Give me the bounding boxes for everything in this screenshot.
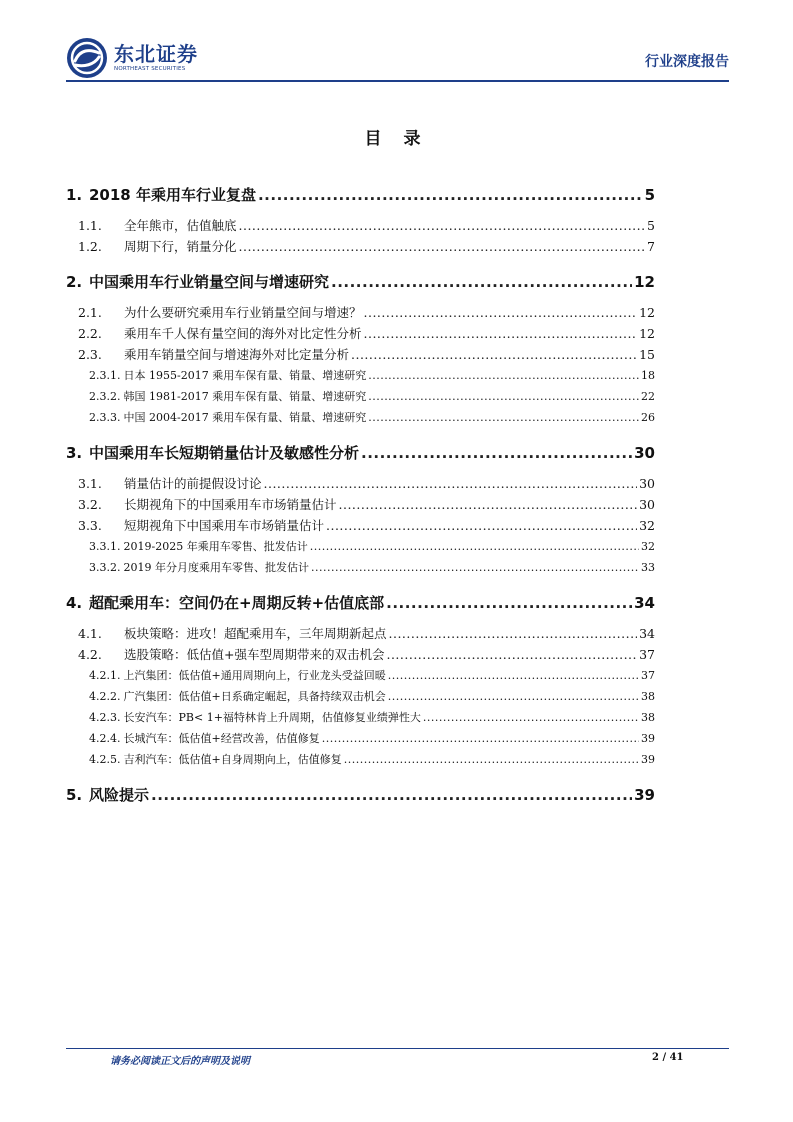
toc-entry-number: 2.3.1. <box>89 369 121 382</box>
logo-cn: 东北证券 <box>114 42 198 66</box>
toc-entry-page: 26 <box>641 411 655 424</box>
toc-entry-level-1[interactable] <box>66 183 655 207</box>
toc-entry-number: 3.2. <box>78 497 102 512</box>
toc-entry-label: 广汽集团：低估值+日系确定崛起，具备持续双击机会 <box>123 690 386 703</box>
toc-leader-dots <box>239 236 646 257</box>
toc-entry-number: 4.2.3. <box>89 711 121 724</box>
footer-disclaimer: 请务必阅读正文后的声明及说明 <box>110 1056 250 1067</box>
toc-leader-dots <box>364 302 638 323</box>
toc-entry-level-3[interactable] <box>66 557 655 578</box>
toc-entry-label: 吉利汽车：低估值+自身周期向上，估值修复 <box>123 753 342 766</box>
toc-entry-level-2[interactable] <box>66 494 655 515</box>
toc-entry-level-3[interactable] <box>66 686 655 707</box>
toc-entry-page: 30 <box>639 497 655 512</box>
toc-leader-dots <box>364 323 638 344</box>
toc-entry-label: 长安汽车：PB< 1+福特林肯上升周期，估值修复业绩弹性大 <box>123 711 421 724</box>
toc-entry-level-3[interactable] <box>66 536 655 557</box>
toc-entry-label: 全年熊市，估值触底 <box>124 218 237 233</box>
report-type: 行业深度报告 <box>645 54 729 70</box>
toc-entry-page: 30 <box>634 444 655 462</box>
toc-entry-number: 2. <box>66 273 83 291</box>
toc-entry-page: 7 <box>647 239 655 254</box>
toc-entry-page: 38 <box>641 711 655 724</box>
toc-entry-label: 2019 年分月度乘用车零售、批发估计 <box>123 561 309 574</box>
toc-entry-page: 12 <box>639 305 655 320</box>
toc-entry-label: 中国乘用车长短期销量估计及敏感性分析 <box>89 444 360 462</box>
toc-entry-page: 32 <box>641 540 655 553</box>
toc-leader-dots <box>326 515 637 536</box>
page-header <box>66 34 729 82</box>
toc-entry-number: 4.1. <box>78 626 102 641</box>
toc-entry-level-2[interactable] <box>66 215 655 236</box>
toc-entry-level-3[interactable] <box>66 386 655 407</box>
toc-leader-dots <box>339 494 638 515</box>
toc-entry-page: 38 <box>641 690 655 703</box>
toc-entry-number: 2.1. <box>78 305 102 320</box>
toc-entry-page: 37 <box>641 669 655 682</box>
toc-entry-page: 12 <box>639 326 655 341</box>
toc-entry-label: 短期视角下中国乘用车市场销量估计 <box>124 518 325 533</box>
toc-entry-number: 2.3. <box>78 347 102 362</box>
toc-entry-number: 4.2.1. <box>89 669 121 682</box>
toc-entry-label: 为什么要研究乘用车行业销量空间与增速？ <box>124 305 362 320</box>
toc-leader-dots <box>311 557 639 578</box>
logo-text <box>114 43 198 73</box>
toc-entry-number: 2.3.3. <box>89 411 121 424</box>
toc-entry-level-2[interactable] <box>66 515 655 536</box>
toc-leader-dots <box>388 686 639 707</box>
company-logo <box>66 37 198 79</box>
toc-entry-label: 韩国 1981-2017 乘用车保有量、销量、增速研究 <box>123 390 367 403</box>
toc-entry-page: 18 <box>641 369 655 382</box>
toc-entry-page: 34 <box>634 594 655 612</box>
toc-leader-dots <box>368 407 639 428</box>
toc-entry-level-3[interactable] <box>66 407 655 428</box>
toc-entry-number: 4. <box>66 594 83 612</box>
toc-entry-number: 2.3.2. <box>89 390 121 403</box>
toc-leader-dots <box>258 183 643 207</box>
toc-entry-page: 37 <box>639 647 655 662</box>
toc-entry-level-1[interactable] <box>66 270 655 294</box>
toc-entry-page: 5 <box>647 218 655 233</box>
toc-entry-number: 5. <box>66 786 83 804</box>
toc-entry-level-3[interactable] <box>66 749 655 770</box>
toc-entry-level-2[interactable] <box>66 302 655 323</box>
toc-entry-label: 中国乘用车行业销量空间与增速研究 <box>89 273 330 291</box>
toc-entry-number: 4.2. <box>78 647 102 662</box>
page-number: 2 / 41 <box>652 1052 684 1063</box>
toc-entry-label: 销量估计的前提假设讨论 <box>124 476 262 491</box>
toc-entry-number: 4.2.2. <box>89 690 121 703</box>
toc-entry-number: 1. <box>66 186 83 204</box>
toc-leader-dots <box>239 215 646 236</box>
toc-entry-page: 5 <box>644 186 655 204</box>
toc-entry-number: 4.2.4. <box>89 732 121 745</box>
toc-leader-dots <box>310 536 639 557</box>
toc-entry-level-2[interactable] <box>66 344 655 365</box>
toc-entry-label: 超配乘用车：空间仍在+周期反转+估值底部 <box>89 594 385 612</box>
toc-leader-dots <box>388 665 639 686</box>
toc-entry-page: 15 <box>639 347 655 362</box>
toc-title: 目 录 <box>364 129 429 149</box>
toc-entry-page: 39 <box>641 753 655 766</box>
toc-entry-label: 中国 2004-2017 乘用车保有量、销量、增速研究 <box>123 411 367 424</box>
toc-entry-page: 30 <box>639 476 655 491</box>
footer-divider <box>66 1048 729 1049</box>
toc-entry-label: 2018 年乘用车行业复盘 <box>89 186 256 204</box>
toc-leader-dots <box>331 270 632 294</box>
toc-entry-number: 3.3. <box>78 518 102 533</box>
toc-leader-dots <box>386 591 632 615</box>
toc-entry-number: 3.1. <box>78 476 102 491</box>
toc-entry-level-3[interactable] <box>66 365 655 386</box>
toc-entry-level-1[interactable] <box>66 591 655 615</box>
table-of-contents <box>66 183 655 807</box>
toc-entry-level-2[interactable] <box>66 236 655 257</box>
toc-entry-level-3[interactable] <box>66 728 655 749</box>
toc-entry-page: 39 <box>641 732 655 745</box>
toc-entry-page: 39 <box>634 786 655 804</box>
toc-entry-number: 3.3.2. <box>89 561 121 574</box>
toc-entry-level-1[interactable] <box>66 783 655 807</box>
toc-entry-page: 32 <box>639 518 655 533</box>
toc-entry-label: 周期下行，销量分化 <box>124 239 237 254</box>
northeast-securities-logo-icon <box>66 37 108 79</box>
header-divider <box>66 80 729 82</box>
toc-entry-label: 上汽集团：低估值+通用周期向上，行业龙头受益回暖 <box>123 669 386 682</box>
toc-entry-number: 3.3.1. <box>89 540 121 553</box>
toc-leader-dots <box>389 623 638 644</box>
toc-entry-label: 长城汽车：低估值+经营改善，估值修复 <box>123 732 320 745</box>
toc-entry-page: 33 <box>641 561 655 574</box>
toc-entry-level-2[interactable] <box>66 644 655 665</box>
logo-en: NORTHEAST SECURITIES <box>114 66 186 72</box>
toc-entry-number: 3. <box>66 444 83 462</box>
toc-entry-number: 2.2. <box>78 326 102 341</box>
toc-entry-label: 选股策略：低估值+强车型周期带来的双击机会 <box>124 647 385 662</box>
toc-entry-label: 板块策略：进攻！超配乘用车，三年周期新起点 <box>124 626 387 641</box>
toc-leader-dots <box>423 707 639 728</box>
toc-leader-dots <box>344 749 639 770</box>
toc-leader-dots <box>386 644 637 665</box>
toc-leader-dots <box>322 728 639 749</box>
toc-entry-level-3[interactable] <box>66 665 655 686</box>
toc-leader-dots <box>368 365 639 386</box>
toc-entry-number: 1.2. <box>78 239 102 254</box>
toc-entry-number: 4.2.5. <box>89 753 121 766</box>
toc-entry-level-2[interactable] <box>66 623 655 644</box>
toc-entry-level-2[interactable] <box>66 473 655 494</box>
toc-entry-level-3[interactable] <box>66 707 655 728</box>
toc-leader-dots <box>351 344 637 365</box>
toc-entry-number: 1.1. <box>78 218 102 233</box>
toc-entry-level-2[interactable] <box>66 323 655 344</box>
toc-entry-label: 2019-2025 年乘用车零售、批发估计 <box>123 540 308 553</box>
toc-entry-label: 乘用车千人保有量空间的海外对比定性分析 <box>124 326 362 341</box>
toc-leader-dots <box>151 783 632 807</box>
toc-entry-page: 34 <box>639 626 655 641</box>
toc-leader-dots <box>368 386 639 407</box>
toc-entry-label: 风险提示 <box>89 786 150 804</box>
toc-entry-label: 日本 1955-2017 乘用车保有量、销量、增速研究 <box>123 369 367 382</box>
toc-entry-label: 长期视角下的中国乘用车市场销量估计 <box>124 497 337 512</box>
toc-leader-dots <box>361 441 632 465</box>
toc-entry-level-1[interactable] <box>66 441 655 465</box>
toc-entry-page: 12 <box>634 273 655 291</box>
toc-entry-page: 22 <box>641 390 655 403</box>
toc-entry-label: 乘用车销量空间与增速海外对比定量分析 <box>124 347 350 362</box>
toc-leader-dots <box>264 473 638 494</box>
